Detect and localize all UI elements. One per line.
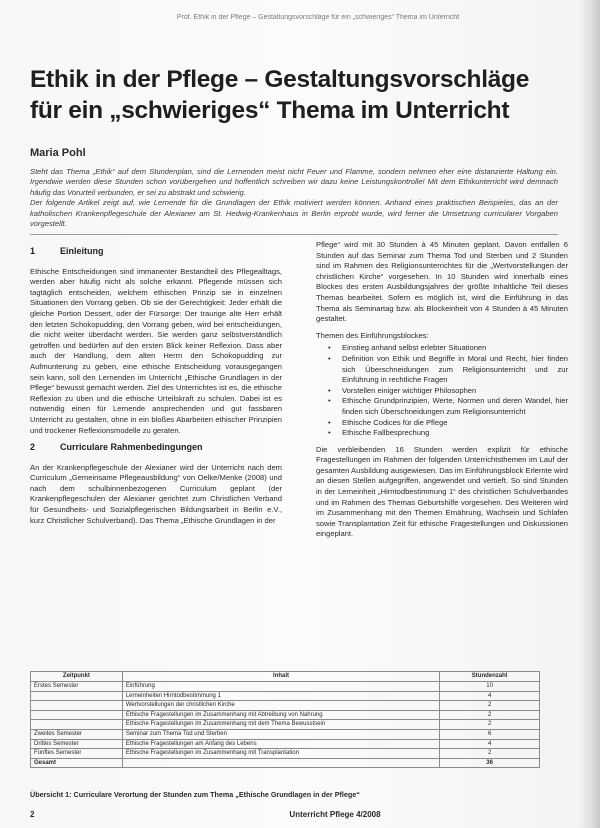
table-cell: Seminar zum Thema Tod und Sterben — [122, 729, 439, 739]
section-title: Curriculare Rahmenbedingungen — [60, 442, 203, 453]
table-cell — [122, 758, 439, 768]
right-column — [316, 240, 568, 546]
table-cell: Lerneinheiten Hirntodbestimmung 1 — [122, 691, 439, 701]
section-heading — [30, 442, 282, 453]
table-cell: Wertvorstellungen der christlichen Kirche — [122, 701, 439, 711]
author-name: Maria Pohl — [30, 147, 86, 159]
journal-footer: Unterricht Pflege 4/2008 — [289, 810, 381, 819]
list-item: • Einstieg anhand selbst erlebter Situationen — [334, 343, 568, 354]
table-row — [31, 701, 540, 711]
table-cell: Ethische Fragestellungen am Anfang des Lebens — [122, 739, 439, 749]
left-column — [30, 240, 282, 532]
section-number: 2 — [30, 442, 36, 453]
table-cell: Einführung — [122, 682, 439, 692]
list-item: • Ethische Fallbesprechung — [334, 428, 568, 439]
table-row — [31, 749, 540, 759]
curriculum-table — [30, 671, 540, 768]
running-head: Prof. Ethik in der Pflege – Gestaltungsvorschläge für ein „schwieriges“ Thema im Unterricht — [176, 14, 460, 21]
table-row — [31, 691, 540, 701]
section-divider — [30, 234, 558, 235]
table-row — [31, 739, 540, 749]
table-cell — [31, 710, 123, 720]
table-cell: Ethische Fragestellungen im Zusammenhang mit dem Thema Bewusstsein — [122, 720, 439, 730]
column-header: Stundenzahl — [440, 672, 540, 682]
section-number: 1 — [30, 246, 36, 256]
table-cell: Ethische Fragestellungen im Zusammenhang mit Transplantation — [122, 749, 439, 759]
title-line-1: Ethik in der Pflege – Gestaltungsvorschläge — [30, 66, 530, 93]
column-header: Zeitpunkt — [31, 672, 123, 682]
article-title — [30, 64, 570, 126]
table-caption: Übersicht 1: Curriculare Verortung der Stunden zum Thema „Ethische Grundlagen in der Pflege“ — [30, 790, 360, 799]
table-cell: 2 — [440, 749, 540, 759]
section-heading — [30, 246, 282, 257]
body-paragraph: Die verbleibenden 16 Stunden werden explizit für ethische Fragestellungen im Rahmen der folgenden Unterrichtsthemen im Lauf der gesamten Ausbildung ausgewiesen. Das im Einführungsblock Erlernte wird an diesen Stellen aufgegriffen, angewendet und vertieft. So sind Stunden in der Lerneinheit „Hirntodbestimmung 1“ des christlichen Schulverbandes und im Rahmen des Themas Geburtshilfe vorgesehen. Des Weiteren wird im Zusammenhang mit den Themen Ernährung, Wachsein und Schlafen sowie Transplantation Zeit für ethische Fragestellungen und Diskussionen eingeplant. — [316, 444, 568, 539]
table-cell — [31, 720, 123, 730]
table-cell: 4 — [440, 739, 540, 749]
table-cell: 2 — [440, 701, 540, 711]
table-row — [31, 710, 540, 720]
table-row — [31, 682, 540, 692]
table-cell: 36 — [440, 758, 540, 768]
abstract-paragraph: Der folgende Artikel zeigt auf, wie Lernende für die Grundlagen der Ethik motiviert werden können. Anhand eines praktischen Beispieles, das an der katholischen Krankenpflegeschule der Alexianer am St. Hedwig-Krankenhaus in Berlin erprobt wurde, wird ferner die Umsetzung curricularer Vorgaben vorgestellt. — [30, 198, 558, 229]
table-cell: 6 — [440, 729, 540, 739]
abstract-paragraph: Steht das Thema „Ethik“ auf dem Stundenplan, sind die Lernenden meist nicht Feuer und Flamme, sondern nehmen eher eine distanzierte Haltung ein. Irgendwie werden diese Stunden schon vorübergehen und hoffentlich schreiben wir dazu keine Leistungskontrolle! Mit dem Ethikunterricht wird demnach häufig das Vorurteil verbunden, er sei zu abstrakt und schwierig. — [30, 167, 558, 197]
body-paragraph: An der Krankenpflegeschule der Alexianer wird der Unterricht nach dem Curriculum „Gemeinsame Pflegeausbildung“ von Oelke/Menke (2008) und nach dem schulbinnenbezogenen Curriculum geplant (der Krankenpflegeschulen der Alexianer gerichtet zum Christlichen Verband für Gesundheits- und Sozialpflegerischen Bildungsarbeit in Berlin e.V., kurz Christlicher Schulverband). Das Thema „Ethische Grundlagen in der — [30, 462, 282, 525]
abstract — [30, 167, 558, 229]
column-header: Inhalt — [122, 672, 439, 682]
title-line-2: für ein „schwieriges“ Thema im Unterricht — [30, 97, 510, 124]
list-title: Themen des Einführungsblockes: — [316, 330, 429, 340]
table-row — [31, 720, 540, 730]
list-item: • Ethische Codices für die Pflege — [334, 418, 568, 429]
list-item: • Ethische Grundprinzipien, Werte, Normen und deren Wandel, hier finden sich Überschneidungen zum Religionsunterricht — [334, 396, 568, 417]
table-cell: Ethische Fragestellungen im Zusammenhang mit Abtreibung von Nahrung — [122, 710, 439, 720]
table-cell: 2 — [440, 720, 540, 730]
table-row — [31, 729, 540, 739]
table-header-row — [31, 672, 540, 682]
table-cell: Zweites Semester — [31, 729, 123, 739]
table-cell: Erstes Semester — [31, 682, 123, 692]
body-paragraph: Pflege“ wird mit 30 Stunden à 45 Minuten geplant. Davon entfallen 6 Stunden auf das Seminar zum Thema Tod und Sterben und 2 Stunden sind im Rahmen des Religionsunterrichtes für die „Wertvorstellungen der christlichen Kirche“ vorgesehen. In 10 Stunden wird innerhalb eines Blockes des ersten Ausbildungsjahres der größte Inhaltliche Teil dieses Themas bearbeitet. Sofern es möglich ist, wird die Einführung in das Thema als Seminartag bzw. als Blockeinheit von 4 Stunden à 45 Minuten gestaltet. — [316, 240, 568, 324]
table-cell: 2 — [440, 710, 540, 720]
table-cell — [31, 701, 123, 711]
table-cell: 4 — [440, 691, 540, 701]
table-cell — [31, 691, 123, 701]
table-cell: Fünftes Semester — [31, 749, 123, 759]
table-total-row — [31, 758, 540, 768]
topic-list — [316, 343, 568, 438]
body-paragraph: Ethische Entscheidungen sind immanenter Bestandteil des Pflegealltags, werden aber häufig nicht als solche erkannt. Pflegende müssen sich tagtäglich entscheiden, welchem ethischen Prinzip sie in einzelnen Situationen den Vorrang geben. Ob sie der Gerechtigkeit: Jeder erhält die gleiche Portion Dessert, oder der Fürsorge: Der traurige alte Herr erhält den letzten Schokopudding, den Vorrang geben, wird bei entscheidungen, die nicht weiter überdacht werden. Sie werden ganz selbstverständlich getroffen und bedürfen auf den ersten Blick keiner Reflexion. Dass aber auch der Handlung, dem alten Herrn den Schokopudding zur Aufmunterung zu geben, eine ethische Entscheidung vorausgegangen sein kann, soll den Lernenden im Unterricht „Ethische Grundlagen in der Pflege“ bewusst gemacht werden. Ziel des Unterrichtes ist es, die ethische Reflexion zu üben und die ethische Urteilskraft zu schulen. Dabei ist es notwendig einen für Lernende ansprechenden und gut fassbaren Unterricht zu gestalten, ohne in ein bloßes Abarbeiten ethischer Prinzipien und trockener Reflexionsmodelle zu geraten. — [30, 266, 282, 435]
page-number: 2 — [30, 810, 35, 819]
list-item: • Vorstellen einiger wichtiger Philosophen — [334, 386, 568, 397]
table-cell: 10 — [440, 682, 540, 692]
binding-shadow — [578, 0, 600, 828]
table-cell: Drittes Semester — [31, 739, 123, 749]
table-cell: Gesamt — [31, 758, 123, 768]
section-title: Einleitung — [60, 246, 104, 256]
list-item: • Definition von Ethik und Begriffe in Moral und Recht, hier finden sich Überschneidungen zum Religionsunterricht und zur Einführung in rechtliche Fragen — [334, 354, 568, 386]
